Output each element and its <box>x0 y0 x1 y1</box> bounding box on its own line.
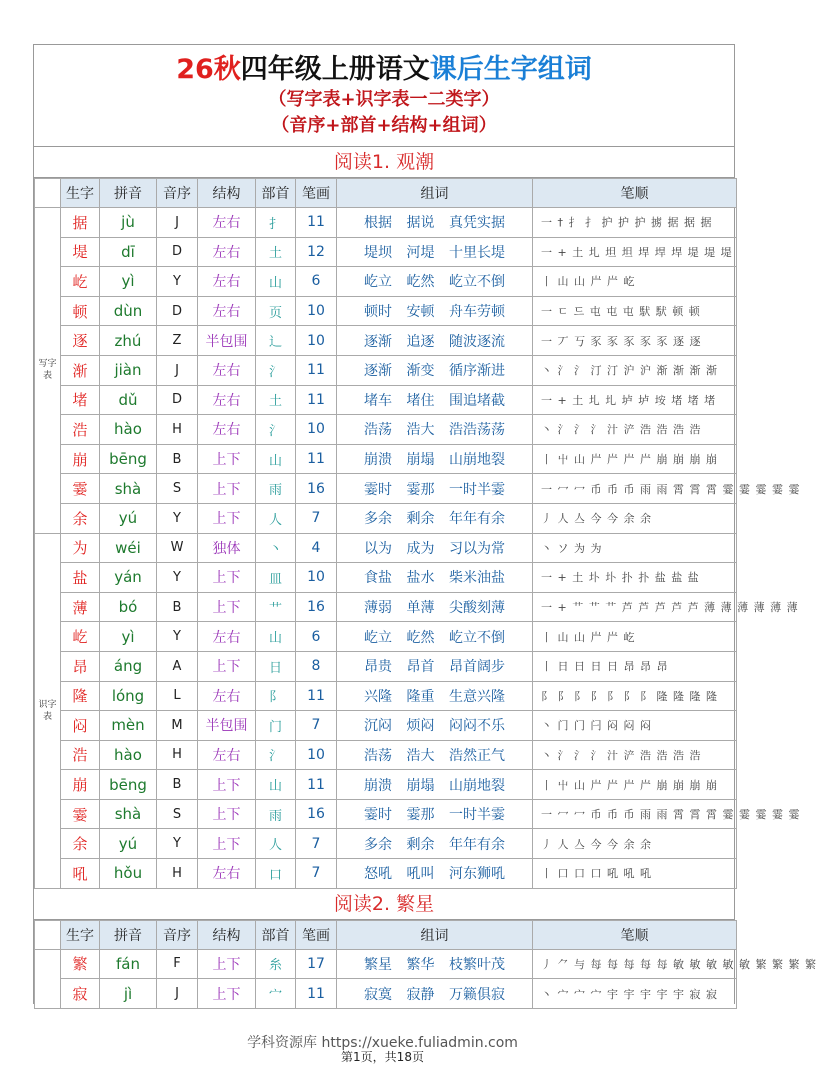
words-cell: 逐渐 追逐 随波逐流 <box>337 326 533 356</box>
stroke-order-cell: 丿 ⺈ 与 每 每 每 每 每 敏 敏 敏 敏 敏 繁 繁 繁 繁 <box>533 949 737 979</box>
radical-cell: 糸 <box>256 949 296 979</box>
header-words: 组词 <box>337 920 533 949</box>
table-row <box>35 651 737 681</box>
strokes-cell: 10 <box>296 563 337 593</box>
initial-cell: A <box>157 651 198 681</box>
character-cell: 薄 <box>61 592 100 622</box>
stroke-order-cell: 一 † 扌 扌 护 护 护 掳 据 据 据 <box>533 208 737 238</box>
character-cell: 繁 <box>61 949 100 979</box>
table-row <box>35 533 737 563</box>
radical-cell: 门 <box>256 711 296 741</box>
pinyin-cell: hǒu <box>100 859 157 889</box>
radical-cell: 日 <box>256 651 296 681</box>
character-cell: 寂 <box>61 979 100 1009</box>
radical-cell: 氵 <box>256 740 296 770</box>
title-block <box>34 45 734 147</box>
footer-site: 学科资源库 https://xueke.fuliadmin.com <box>247 1035 518 1051</box>
pinyin-cell: hào <box>100 415 157 445</box>
header-char: 生字 <box>61 179 100 208</box>
structure-cell: 上下 <box>198 799 256 829</box>
header-pinyin: 拼音 <box>100 920 157 949</box>
pinyin-cell: yú <box>100 503 157 533</box>
initial-cell: B <box>157 592 198 622</box>
stroke-order-cell: 丨 山 山 屵 屵 屹 <box>533 622 737 652</box>
document-sheet <box>33 44 817 1004</box>
char-table <box>34 920 817 1009</box>
pinyin-cell: shà <box>100 474 157 504</box>
initial-cell: Y <box>157 563 198 593</box>
words-cell: 多余 剩余 年年有余 <box>337 829 533 859</box>
character-cell: 屹 <box>61 622 100 652</box>
pinyin-cell: dī <box>100 237 157 267</box>
radical-cell: 雨 <box>256 799 296 829</box>
strokes-cell: 7 <box>296 859 337 889</box>
table-row <box>35 415 737 445</box>
radical-cell: 山 <box>256 267 296 297</box>
radical-cell: 人 <box>256 503 296 533</box>
table-row <box>35 237 737 267</box>
structure-cell: 上下 <box>198 829 256 859</box>
words-cell: 崩溃 崩塌 山崩地裂 <box>337 444 533 474</box>
title-subject: 四年级上册语文 <box>240 54 430 85</box>
structure-cell: 上下 <box>198 949 256 979</box>
header-struct: 结构 <box>198 179 256 208</box>
character-cell: 昂 <box>61 651 100 681</box>
stroke-order-cell: 一 + 土 圠 圠 垆 垆 垵 堵 堵 堵 <box>533 385 737 415</box>
group-label: 写字表 <box>35 208 61 534</box>
words-cell: 逐渐 渐变 循序渐进 <box>337 355 533 385</box>
strokes-cell: 8 <box>296 651 337 681</box>
radical-cell: 皿 <box>256 563 296 593</box>
structure-cell: 左右 <box>198 415 256 445</box>
initial-cell: B <box>157 444 198 474</box>
header-pinyin: 拼音 <box>100 179 157 208</box>
initial-cell: Y <box>157 503 198 533</box>
table-row <box>35 355 737 385</box>
strokes-cell: 12 <box>296 237 337 267</box>
initial-cell: H <box>157 415 198 445</box>
header-radical: 部首 <box>256 920 296 949</box>
strokes-cell: 10 <box>296 296 337 326</box>
character-cell: 盐 <box>61 563 100 593</box>
table-row <box>35 979 737 1009</box>
words-cell: 食盐 盐水 柴米油盐 <box>337 563 533 593</box>
header-order: 笔顺 <box>533 920 737 949</box>
table-row <box>35 711 737 741</box>
stroke-order-cell: 丶 氵 氵 氵 汁 浐 浩 浩 浩 浩 <box>533 415 737 445</box>
radical-cell: 土 <box>256 237 296 267</box>
initial-cell: D <box>157 237 198 267</box>
radical-cell: 艹 <box>256 592 296 622</box>
stroke-order-cell: 一 + 艹 艹 艹 芦 芦 芦 芦 芦 薄 薄 薄 薄 薄 薄 <box>533 592 737 622</box>
title-grade: 26秋 <box>176 54 241 85</box>
stroke-order-cell: 一 冖 冖 币 币 币 雨 雨 霄 霄 霄 霎 霎 霎 霎 霎 <box>533 474 737 504</box>
pinyin-cell: bēng <box>100 770 157 800</box>
stroke-order-cell: 丨 口 口 口 吼 吼 吼 <box>533 859 737 889</box>
title-topic: 课后生字组词 <box>429 54 592 85</box>
strokes-cell: 17 <box>296 949 337 979</box>
character-cell: 余 <box>61 829 100 859</box>
initial-cell: Y <box>157 829 198 859</box>
stroke-order-cell: 一 冖 冖 币 币 币 雨 雨 霄 霄 霄 霎 霎 霎 霎 霎 <box>533 799 737 829</box>
table-row <box>35 829 737 859</box>
structure-cell: 半包围 <box>198 326 256 356</box>
footer-page-number: 第1页，共18页 <box>341 1050 424 1064</box>
radical-cell: 土 <box>256 385 296 415</box>
stroke-order-cell: 丨 屮 山 屵 屵 屵 屵 崩 崩 崩 崩 <box>533 770 737 800</box>
words-cell: 多余 剩余 年年有余 <box>337 503 533 533</box>
pinyin-cell: bó <box>100 592 157 622</box>
header-char: 生字 <box>61 920 100 949</box>
initial-cell: M <box>157 711 198 741</box>
character-cell: 霎 <box>61 474 100 504</box>
strokes-cell: 11 <box>296 681 337 711</box>
initial-cell: L <box>157 681 198 711</box>
stroke-order-cell: 一 丆 丂 豕 豕 豕 豕 豕 逐 逐 <box>533 326 737 356</box>
words-cell: 堵车 堵住 围追堵截 <box>337 385 533 415</box>
table-row <box>35 503 737 533</box>
strokes-cell: 6 <box>296 267 337 297</box>
table-row <box>35 208 737 238</box>
character-cell: 顿 <box>61 296 100 326</box>
character-cell: 闷 <box>61 711 100 741</box>
words-cell: 寂寞 寂静 万籁俱寂 <box>337 979 533 1009</box>
words-cell: 怒吼 吼叫 河东狮吼 <box>337 859 533 889</box>
radical-cell: 山 <box>256 444 296 474</box>
structure-cell: 上下 <box>198 503 256 533</box>
pinyin-cell: mèn <box>100 711 157 741</box>
radical-cell: 丶 <box>256 533 296 563</box>
table-header-row <box>35 920 737 949</box>
character-cell: 屹 <box>61 267 100 297</box>
strokes-cell: 16 <box>296 474 337 504</box>
sections-container <box>34 147 817 1009</box>
radical-cell: 阝 <box>256 681 296 711</box>
character-cell: 崩 <box>61 444 100 474</box>
radical-cell: 扌 <box>256 208 296 238</box>
radical-cell: 山 <box>256 622 296 652</box>
pinyin-cell: jù <box>100 208 157 238</box>
pinyin-cell: bēng <box>100 444 157 474</box>
pinyin-cell: jì <box>100 979 157 1009</box>
character-cell: 浩 <box>61 740 100 770</box>
initial-cell: B <box>157 770 198 800</box>
section-title: 阅读1. 观潮 <box>34 147 734 178</box>
page-title <box>34 45 734 85</box>
header-seq: 音序 <box>157 179 198 208</box>
structure-cell: 左右 <box>198 681 256 711</box>
structure-cell: 上下 <box>198 474 256 504</box>
header-strokes: 笔画 <box>296 179 337 208</box>
stroke-order-cell: 丨 山 山 屵 屵 屹 <box>533 267 737 297</box>
header-blank <box>35 920 61 949</box>
radical-cell: 页 <box>256 296 296 326</box>
table-row <box>35 296 737 326</box>
table-row <box>35 563 737 593</box>
header-struct: 结构 <box>198 920 256 949</box>
initial-cell: J <box>157 208 198 238</box>
structure-cell: 独体 <box>198 533 256 563</box>
group-label: 识字表 <box>35 533 61 888</box>
character-cell: 崩 <box>61 770 100 800</box>
initial-cell: D <box>157 385 198 415</box>
stroke-order-cell: 一 + 土 圠 坦 坦 垾 垾 垾 堤 堤 堤 <box>533 237 737 267</box>
structure-cell: 上下 <box>198 444 256 474</box>
words-cell: 浩荡 浩大 浩然正气 <box>337 740 533 770</box>
words-cell: 以为 成为 习以为常 <box>337 533 533 563</box>
pinyin-cell: zhú <box>100 326 157 356</box>
character-cell: 余 <box>61 503 100 533</box>
pinyin-cell: wéi <box>100 533 157 563</box>
group-label <box>35 949 61 1008</box>
radical-cell: 雨 <box>256 474 296 504</box>
words-cell: 兴隆 隆重 生意兴隆 <box>337 681 533 711</box>
initial-cell: J <box>157 355 198 385</box>
pinyin-cell: yì <box>100 267 157 297</box>
pinyin-cell: dǔ <box>100 385 157 415</box>
strokes-cell: 11 <box>296 444 337 474</box>
subtitle-1: （写字表+识字表一二类字） <box>268 89 500 110</box>
words-cell: 堤坝 河堤 十里长堤 <box>337 237 533 267</box>
character-cell: 浩 <box>61 415 100 445</box>
radical-cell: 宀 <box>256 979 296 1009</box>
character-cell: 隆 <box>61 681 100 711</box>
table-row <box>35 949 737 979</box>
header-strokes: 笔画 <box>296 920 337 949</box>
structure-cell: 左右 <box>198 859 256 889</box>
structure-cell: 左右 <box>198 740 256 770</box>
stroke-order-cell: 一 ㄷ 드 屯 屯 屯 䭾 䭾 顿 顿 <box>533 296 737 326</box>
initial-cell: S <box>157 799 198 829</box>
character-cell: 据 <box>61 208 100 238</box>
initial-cell: Z <box>157 326 198 356</box>
words-cell: 沉闷 烦闷 闷闷不乐 <box>337 711 533 741</box>
stroke-order-cell: 丨 日 日 日 日 昂 昂 昂 <box>533 651 737 681</box>
table-row <box>35 740 737 770</box>
structure-cell: 上下 <box>198 770 256 800</box>
radical-cell: 辶 <box>256 326 296 356</box>
table-row <box>35 474 737 504</box>
stroke-order-cell: 丶 门 门 闩 闷 闷 闷 <box>533 711 737 741</box>
header-words: 组词 <box>337 179 533 208</box>
words-cell: 繁星 繁华 枝繁叶茂 <box>337 949 533 979</box>
initial-cell: Y <box>157 267 198 297</box>
stroke-order-cell: 丿 人 亼 今 今 余 余 <box>533 503 737 533</box>
table-row <box>35 385 737 415</box>
strokes-cell: 7 <box>296 711 337 741</box>
structure-cell: 左右 <box>198 385 256 415</box>
initial-cell: F <box>157 949 198 979</box>
strokes-cell: 11 <box>296 208 337 238</box>
pinyin-cell: shà <box>100 799 157 829</box>
pinyin-cell: yì <box>100 622 157 652</box>
words-cell: 霎时 霎那 一时半霎 <box>337 799 533 829</box>
table-header-row <box>35 179 737 208</box>
stroke-order-cell: 丶 ソ 为 为 <box>533 533 737 563</box>
initial-cell: D <box>157 296 198 326</box>
character-cell: 霎 <box>61 799 100 829</box>
radical-cell: 氵 <box>256 355 296 385</box>
strokes-cell: 7 <box>296 503 337 533</box>
pinyin-cell: jiàn <box>100 355 157 385</box>
character-cell: 为 <box>61 533 100 563</box>
strokes-cell: 11 <box>296 355 337 385</box>
table-row <box>35 326 737 356</box>
character-cell: 渐 <box>61 355 100 385</box>
stroke-order-cell: 丨 屮 山 屵 屵 屵 屵 崩 崩 崩 崩 <box>533 444 737 474</box>
radical-cell: 山 <box>256 770 296 800</box>
stroke-order-cell: 丶 宀 宀 宀 宇 宇 宇 宇 宇 寂 寂 <box>533 979 737 1009</box>
structure-cell: 半包围 <box>198 711 256 741</box>
radical-cell: 口 <box>256 859 296 889</box>
structure-cell: 上下 <box>198 592 256 622</box>
words-cell: 昂贵 昂首 昂首阔步 <box>337 651 533 681</box>
strokes-cell: 10 <box>296 740 337 770</box>
radical-cell: 人 <box>256 829 296 859</box>
structure-cell: 左右 <box>198 622 256 652</box>
stroke-order-cell: 丿 人 亼 今 今 余 余 <box>533 829 737 859</box>
strokes-cell: 4 <box>296 533 337 563</box>
pinyin-cell: dùn <box>100 296 157 326</box>
words-cell: 霎时 霎那 一时半霎 <box>337 474 533 504</box>
stroke-order-cell: 阝 阝 阝 阝 阝 阝 阝 隆 隆 隆 隆 <box>533 681 737 711</box>
header-order: 笔顺 <box>533 179 737 208</box>
structure-cell: 左右 <box>198 267 256 297</box>
strokes-cell: 7 <box>296 829 337 859</box>
structure-cell: 左右 <box>198 237 256 267</box>
strokes-cell: 10 <box>296 326 337 356</box>
character-cell: 堤 <box>61 237 100 267</box>
header-seq: 音序 <box>157 920 198 949</box>
character-cell: 逐 <box>61 326 100 356</box>
words-cell: 屹立 屹然 屹立不倒 <box>337 622 533 652</box>
table-row <box>35 444 737 474</box>
strokes-cell: 16 <box>296 799 337 829</box>
words-cell: 薄弱 单薄 尖酸刻薄 <box>337 592 533 622</box>
pinyin-cell: fán <box>100 949 157 979</box>
stroke-order-cell: 一 + 土 圤 圤 扑 扑 盐 盐 盐 <box>533 563 737 593</box>
strokes-cell: 11 <box>296 770 337 800</box>
pinyin-cell: yú <box>100 829 157 859</box>
strokes-cell: 16 <box>296 592 337 622</box>
pinyin-cell: hào <box>100 740 157 770</box>
words-cell: 浩荡 浩大 浩浩荡荡 <box>337 415 533 445</box>
initial-cell: W <box>157 533 198 563</box>
initial-cell: J <box>157 979 198 1009</box>
words-cell: 根据 据说 真凭实据 <box>337 208 533 238</box>
table-row <box>35 770 737 800</box>
words-cell: 崩溃 崩塌 山崩地裂 <box>337 770 533 800</box>
initial-cell: H <box>157 740 198 770</box>
structure-cell: 上下 <box>198 563 256 593</box>
structure-cell: 上下 <box>198 979 256 1009</box>
char-table <box>34 178 801 889</box>
initial-cell: Y <box>157 622 198 652</box>
character-cell: 堵 <box>61 385 100 415</box>
pinyin-cell: yán <box>100 563 157 593</box>
radical-cell: 氵 <box>256 415 296 445</box>
section-title: 阅读2. 繁星 <box>34 889 734 920</box>
initial-cell: S <box>157 474 198 504</box>
header-radical: 部首 <box>256 179 296 208</box>
structure-cell: 左右 <box>198 355 256 385</box>
words-cell: 顿时 安顿 舟车劳顿 <box>337 296 533 326</box>
table-row <box>35 859 737 889</box>
strokes-cell: 11 <box>296 385 337 415</box>
stroke-order-cell: 丶 氵 氵 汀 汀 沪 沪 渐 渐 渐 渐 <box>533 355 737 385</box>
table-row <box>35 267 737 297</box>
strokes-cell: 11 <box>296 979 337 1009</box>
structure-cell: 左右 <box>198 208 256 238</box>
pinyin-cell: áng <box>100 651 157 681</box>
table-row <box>35 681 737 711</box>
words-cell: 屹立 屹然 屹立不倒 <box>337 267 533 297</box>
table-row <box>35 622 737 652</box>
header-blank <box>35 179 61 208</box>
table-row <box>35 799 737 829</box>
structure-cell: 左右 <box>198 296 256 326</box>
character-cell: 吼 <box>61 859 100 889</box>
stroke-order-cell: 丶 氵 氵 氵 汁 浐 浩 浩 浩 浩 <box>533 740 737 770</box>
initial-cell: H <box>157 859 198 889</box>
structure-cell: 上下 <box>198 651 256 681</box>
pinyin-cell: lóng <box>100 681 157 711</box>
table-row <box>35 592 737 622</box>
subtitle-2: （音序+部首+结构+组词） <box>271 115 497 136</box>
strokes-cell: 6 <box>296 622 337 652</box>
strokes-cell: 10 <box>296 415 337 445</box>
